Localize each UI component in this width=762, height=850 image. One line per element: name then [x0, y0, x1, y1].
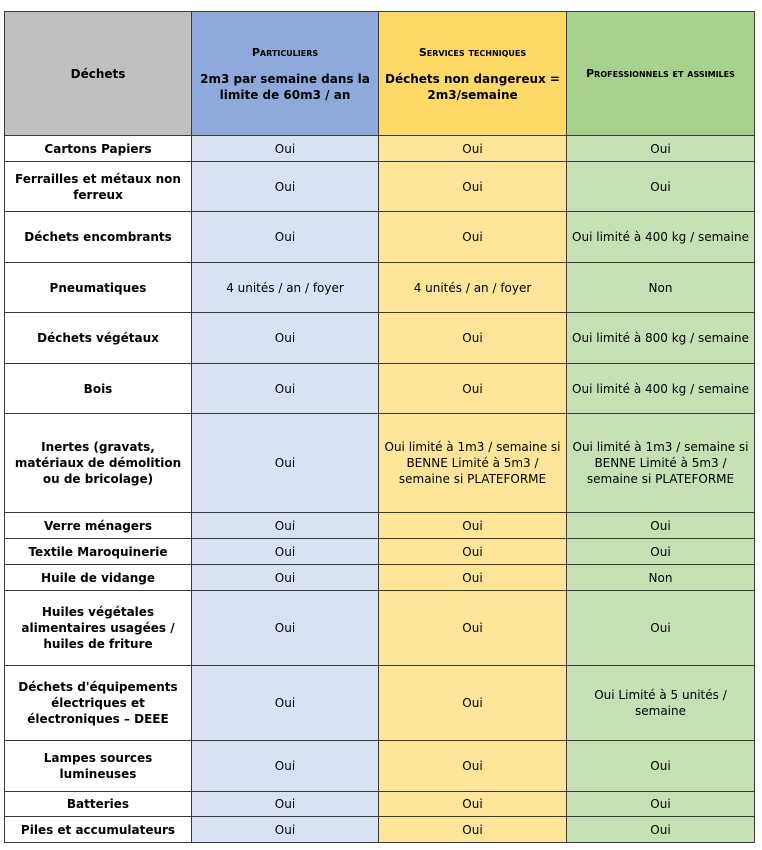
header-particuliers-subtitle: 2m3 par semaine dans la limite de 60m3 / an [200, 71, 370, 102]
table-row [5, 136, 755, 162]
header-professionnels-title: Professionnels et assimiles [586, 66, 735, 80]
table-row [5, 364, 755, 414]
row-label: Lampes sources lumineuses [5, 741, 192, 792]
table-row [5, 313, 755, 364]
row-label: Pneumatiques [5, 263, 192, 313]
cell-services: Oui [379, 136, 567, 162]
cell-services: Oui [379, 817, 567, 843]
cell-particuliers: Oui [192, 817, 379, 843]
cell-professionnels: Oui [567, 792, 755, 817]
cell-services: Oui [379, 513, 567, 539]
row-label: Inertes (gravats, matériaux de démolition ou de bricolage) [5, 414, 192, 513]
cell-professionnels: Non [567, 263, 755, 313]
cell-professionnels: Oui limité à 800 kg / semaine [567, 313, 755, 364]
cell-particuliers: Oui [192, 539, 379, 565]
cell-professionnels: Non [567, 565, 755, 591]
table-row [5, 741, 755, 792]
cell-services: 4 unités / an / foyer [379, 263, 567, 313]
cell-professionnels: Oui limité à 1m3 / semaine si BENNE Limité à 5m3 / semaine si PLATEFORME [567, 414, 755, 513]
cell-professionnels: Oui [567, 136, 755, 162]
cell-professionnels: Oui [567, 539, 755, 565]
cell-services: Oui [379, 364, 567, 414]
cell-professionnels: Oui [567, 741, 755, 792]
header-services-techniques [379, 12, 567, 136]
cell-professionnels: Oui limité à 400 kg / semaine [567, 364, 755, 414]
table-row [5, 162, 755, 212]
cell-particuliers: Oui [192, 741, 379, 792]
row-label: Huile de vidange [5, 565, 192, 591]
table-row [5, 513, 755, 539]
header-services-title: Services techniques [418, 45, 527, 59]
row-label: Piles et accumulateurs [5, 817, 192, 843]
header-row [5, 12, 755, 136]
row-label: Batteries [5, 792, 192, 817]
table-row [5, 792, 755, 817]
cell-services: Oui [379, 741, 567, 792]
table-row [5, 565, 755, 591]
header-particuliers-title: Particuliers [251, 45, 319, 59]
cell-particuliers: Oui [192, 364, 379, 414]
waste-acceptance-table [4, 11, 755, 843]
table-row [5, 539, 755, 565]
header-professionnels [567, 12, 755, 136]
cell-professionnels: Oui [567, 162, 755, 212]
cell-particuliers: Oui [192, 313, 379, 364]
row-label: Déchets d'équipements électriques et électroniques – DEEE [5, 666, 192, 741]
row-label: Verre ménagers [5, 513, 192, 539]
cell-professionnels: Oui Limité à 5 unités / semaine [567, 666, 755, 741]
cell-particuliers: 4 unités / an / foyer [192, 263, 379, 313]
row-label: Bois [5, 364, 192, 414]
row-label: Huiles végétales alimentaires usagées / huiles de friture [5, 591, 192, 666]
cell-particuliers: Oui [192, 666, 379, 741]
table-row [5, 666, 755, 741]
cell-professionnels: Oui limité à 400 kg / semaine [567, 212, 755, 263]
cell-particuliers: Oui [192, 414, 379, 513]
cell-services: Oui [379, 212, 567, 263]
cell-professionnels: Oui [567, 591, 755, 666]
cell-services: Oui [379, 162, 567, 212]
cell-services: Oui [379, 792, 567, 817]
table-row [5, 591, 755, 666]
row-label: Déchets végétaux [5, 313, 192, 364]
header-particuliers [192, 12, 379, 136]
row-label: Déchets encombrants [5, 212, 192, 263]
table-row [5, 817, 755, 843]
header-services-subtitle: Déchets non dangereux = 2m3/semaine [385, 71, 560, 102]
row-label: Ferrailles et métaux non ferreux [5, 162, 192, 212]
cell-services: Oui [379, 591, 567, 666]
cell-particuliers: Oui [192, 792, 379, 817]
header-waste: Déchets [5, 12, 192, 136]
cell-services: Oui limité à 1m3 / semaine si BENNE Limité à 5m3 / semaine si PLATEFORME [379, 414, 567, 513]
cell-particuliers: Oui [192, 565, 379, 591]
row-label: Textile Maroquinerie [5, 539, 192, 565]
cell-services: Oui [379, 313, 567, 364]
cell-professionnels: Oui [567, 817, 755, 843]
table-row [5, 414, 755, 513]
cell-particuliers: Oui [192, 513, 379, 539]
cell-services: Oui [379, 539, 567, 565]
cell-particuliers: Oui [192, 162, 379, 212]
table-row [5, 263, 755, 313]
cell-services: Oui [379, 666, 567, 741]
cell-particuliers: Oui [192, 212, 379, 263]
table-row [5, 212, 755, 263]
cell-services: Oui [379, 565, 567, 591]
waste-acceptance-table-container [4, 11, 755, 843]
row-label: Cartons Papiers [5, 136, 192, 162]
cell-professionnels: Oui [567, 513, 755, 539]
cell-particuliers: Oui [192, 136, 379, 162]
cell-particuliers: Oui [192, 591, 379, 666]
